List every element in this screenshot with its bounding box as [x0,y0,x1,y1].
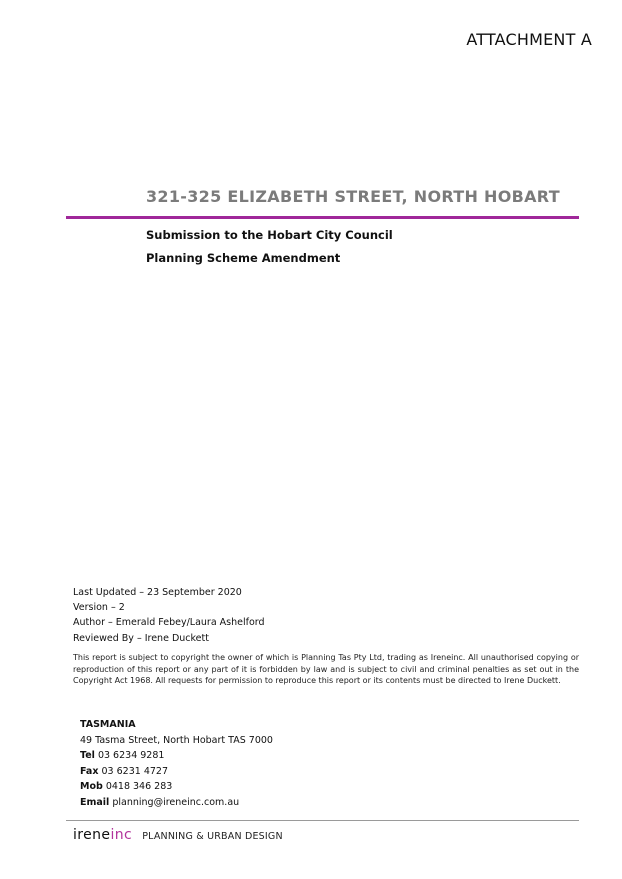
footer [73,824,283,843]
contact-heading: TASMANIA [80,719,136,730]
email-label: Email [80,796,110,808]
logo-inc: inc [110,827,133,843]
contact-email [80,795,273,811]
contact-tel [80,748,273,764]
footer-divider [66,820,579,821]
contact-fax [80,764,273,780]
fax-value: 03 6231 4727 [101,765,168,777]
contact-address: 49 Tasma Street, North Hobart TAS 7000 [80,734,273,746]
tel-value: 03 6234 9281 [97,750,165,762]
version: Version – 2 [73,602,125,614]
footer-tagline: PLANNING & URBAN DESIGN [142,831,283,842]
fax-label: Fax [80,765,99,777]
contact-mob [80,779,273,795]
subtitle-submission: Submission to the Hobart City Council [146,228,393,242]
author: Author – Emerald Febey/Laura Ashelford [73,617,265,629]
mob-value: 0418 346 283 [105,781,173,793]
last-updated: Last Updated – 23 September 2020 [73,587,242,598]
document-title: 321-325 ELIZABETH STREET, NORTH HOBART [146,187,560,206]
tel-label: Tel [80,750,95,762]
title-divider [66,216,579,219]
attachment-label: ATTACHMENT A [466,30,592,49]
subtitle-amendment: Planning Scheme Amendment [146,251,341,265]
document-meta [73,585,265,646]
copyright-notice: This report is subject to copyright the owner of which is Planning Tas Pty Ltd, trading as Ireneinc. All unauthorised copying or reproduction of this report or any part of it is forbidden by law and is subject to civil and criminal penalties as set out in the Copyright Act 1968. All requests for permission to reproduce this report or its contents must be directed to Irene Duckett. [73,653,579,686]
contact-block [80,717,273,811]
logo-irene: irene [73,827,111,843]
reviewed-by: Reviewed By – Irene Duckett [73,632,209,644]
mob-label: Mob [80,781,103,793]
email-value[interactable]: planning@ireneinc.com.au [112,796,240,808]
